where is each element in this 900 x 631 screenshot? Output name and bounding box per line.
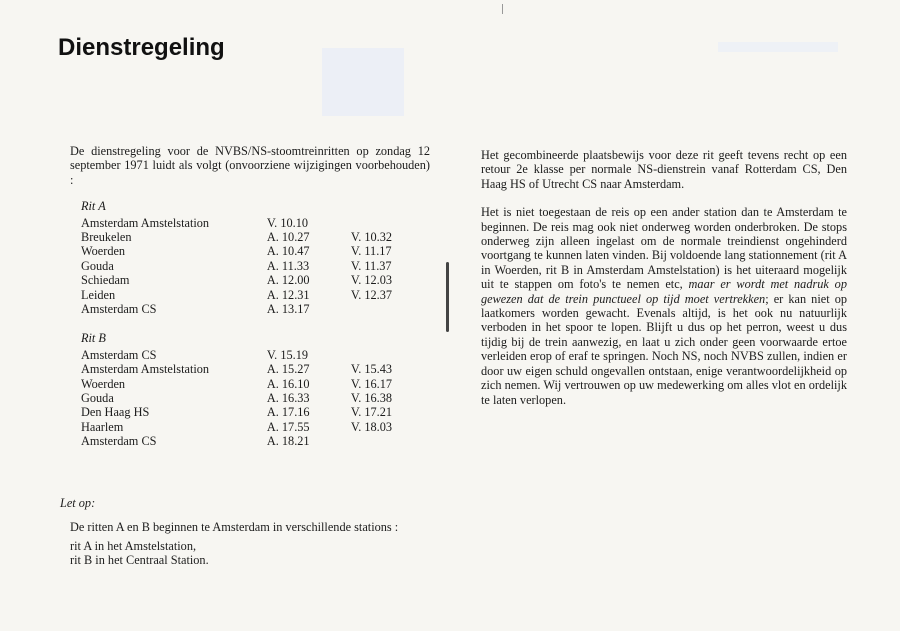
timetable-row xyxy=(70,216,430,230)
first-time: A. 16.10 xyxy=(266,376,310,391)
station-name: Schiedam xyxy=(81,273,130,288)
timetable-row xyxy=(70,434,430,448)
station-name: Amsterdam CS xyxy=(81,301,157,316)
station-name: Gouda xyxy=(81,258,114,273)
station-name: Leiden xyxy=(81,287,116,302)
second-time: V. 18.03 xyxy=(350,419,393,434)
first-time: A. 10.27 xyxy=(266,230,310,245)
second-time: V. 16.17 xyxy=(350,376,393,391)
timetable-row xyxy=(70,420,430,434)
first-time: A. 13.17 xyxy=(266,301,310,316)
station-name: Amsterdam Amstelstation xyxy=(81,362,210,377)
show-through-text xyxy=(718,42,838,52)
timetable-row xyxy=(70,230,430,244)
timetable-row xyxy=(70,377,430,391)
rules-text-start: Het is niet toegestaan de reis op een ander station dan te Amsterdam te beginnen. De reis mag ook niet onderweg worden onderbroken. De stops onderweg zijn alleen ingelast om de normale treindienst ongehinderd voortgang te kunnen laten vinden. Bij voldoende lang stationnement (rit A in Woerden, rit B in Amsterdam Amstelstation) is het uiteraard mogelijk uit te stappen om foto's te nemen etc, xyxy=(481,205,847,292)
timetable-row xyxy=(70,391,430,405)
rules-paragraph xyxy=(481,205,847,407)
first-time: A. 18.21 xyxy=(266,434,310,449)
station-name: Woerden xyxy=(81,376,126,391)
rit-b-table xyxy=(70,348,430,449)
first-time: A. 17.16 xyxy=(266,405,310,420)
first-time: A. 12.00 xyxy=(266,273,310,288)
first-time: V. 15.19 xyxy=(266,347,308,362)
ticket-paragraph: Het gecombineerde plaatsbewijs voor deze rit geeft tevens recht op een retour 2e klasse per normale NS-dienstrein vanaf Rotterdam CS, Den Haag HS of Utrecht CS naar Amsterdam. xyxy=(481,148,847,191)
rules-text-end: ; er kan niet op laatkomers worden gewacht. Evenals altijd, is het ook nu natuurlijk verboden in het spoor te lopen. Blijft u dus op het perron, weest u dus tijdig bij de trein aanwezig, en laat u zich onder geen voorwaarde ertoe verleiden erop of eraf te springen. Noch NS, noch NVBS zullen, indien er door uw eigen schuld ongevallen ontstaan, enige verantwoordelijkheid op zich nemen. Wij vertrouwen op uw medewerking om alles vlot en ordelijk te laten verlopen. xyxy=(481,291,847,407)
timetable-row xyxy=(70,405,430,419)
second-time: V. 16.38 xyxy=(350,390,393,405)
edge-mark xyxy=(502,4,503,14)
second-time xyxy=(351,348,430,362)
rit-a-heading: Rit A xyxy=(81,199,106,214)
station-name: Haarlem xyxy=(81,419,124,434)
rules-emphasis: maar er wordt met nadruk op gewezen dat de trein punctueel op tijd moet vertrekken xyxy=(481,277,847,306)
second-time: V. 12.03 xyxy=(350,273,393,288)
note-line-2: rit B in het Centraal Station. xyxy=(70,553,209,568)
first-time: A. 17.55 xyxy=(266,419,310,434)
page-title: Dienstregeling xyxy=(58,34,225,61)
second-time: V. 11.17 xyxy=(350,244,392,259)
station-name: Amsterdam CS xyxy=(81,434,157,449)
timetable-row xyxy=(70,259,430,273)
show-through-image xyxy=(322,48,404,116)
timetable-row xyxy=(70,288,430,302)
second-time: V. 15.43 xyxy=(350,362,393,377)
first-time: A. 12.31 xyxy=(266,287,310,302)
second-time: V. 12.37 xyxy=(350,287,393,302)
station-name: Den Haag HS xyxy=(81,405,150,420)
timetable-row xyxy=(70,362,430,376)
second-time xyxy=(351,434,430,448)
first-time: V. 10.10 xyxy=(266,215,308,230)
note-text: De ritten A en B beginnen te Amsterdam in verschillende stations : xyxy=(70,520,399,535)
timetable-row xyxy=(70,348,430,362)
right-column xyxy=(481,148,847,407)
timetable-row xyxy=(70,244,430,258)
second-time: V. 17.21 xyxy=(350,405,393,420)
second-time xyxy=(351,302,430,316)
first-time: A. 16.33 xyxy=(266,390,310,405)
second-time xyxy=(351,216,430,230)
timetable-row xyxy=(70,273,430,287)
station-name: Breukelen xyxy=(81,230,132,245)
station-name: Amsterdam CS xyxy=(81,347,157,362)
station-name: Gouda xyxy=(81,390,114,405)
first-time: A. 10.47 xyxy=(266,244,310,259)
station-name: Woerden xyxy=(81,244,126,259)
first-time: A. 11.33 xyxy=(266,258,310,273)
second-time: V. 10.32 xyxy=(350,230,393,245)
note-section xyxy=(60,496,428,568)
timetable-row xyxy=(70,302,430,316)
note-line-1: rit A in het Amstelstation, xyxy=(70,538,197,553)
note-heading: Let op: xyxy=(60,496,96,510)
rit-b-heading: Rit B xyxy=(81,331,106,346)
first-time: A. 15.27 xyxy=(266,362,310,377)
binding-staple xyxy=(446,262,449,332)
left-column xyxy=(70,144,430,449)
intro-paragraph: De dienstregeling voor de NVBS/NS-stoomtreinritten op zondag 12 september 1971 luidt als volgt (onvoorziene wijzigingen voorbehouden) : xyxy=(70,144,430,187)
station-name: Amsterdam Amstelstation xyxy=(81,215,210,230)
second-time: V. 11.37 xyxy=(350,258,392,273)
rit-a-table xyxy=(70,216,430,317)
